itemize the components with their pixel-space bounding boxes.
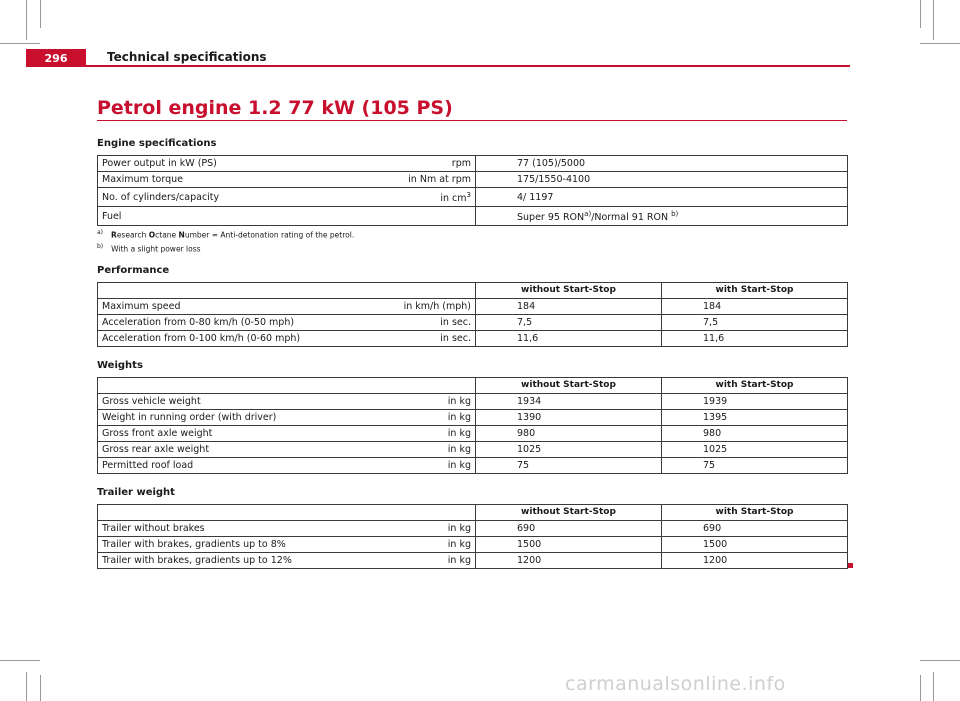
engine-heading: Engine specifications [97, 138, 217, 149]
row-value-with-start-stop: 1939 [662, 394, 848, 410]
row-value-without-start-stop: 75 [476, 458, 662, 474]
table-row [98, 188, 848, 207]
section-end-marker [848, 563, 853, 568]
row-value-without-start-stop: 690 [476, 521, 662, 537]
col-without-start-stop: without Start-Stop [476, 505, 662, 521]
footnote-ref-b: b) [671, 210, 679, 219]
crop-mark [933, 0, 934, 40]
table-row [98, 172, 848, 188]
row-unit: in kg [338, 458, 476, 474]
footnote-bold: R [111, 230, 117, 240]
watermark: carmanualsonline.info [565, 673, 786, 695]
row-unit [338, 188, 476, 207]
col-with-start-stop: with Start-Stop [662, 505, 848, 521]
table-header-row [98, 378, 848, 394]
footnote-text: esearch [116, 230, 149, 240]
footnote-text: ctane [155, 230, 179, 240]
footnote-a [97, 229, 354, 240]
row-label: Fuel [98, 207, 338, 226]
row-value-without-start-stop: 1025 [476, 442, 662, 458]
row-label: Weight in running order (with driver) [98, 410, 338, 426]
footnote-bold: O [148, 230, 156, 240]
table-row [98, 458, 848, 474]
row-label: Acceleration from 0-100 km/h (0-60 mph) [98, 331, 338, 347]
row-value: 175/1550-4100 [476, 172, 848, 188]
table-row [98, 315, 848, 331]
table-header-row [98, 283, 848, 299]
row-value-with-start-stop: 75 [662, 458, 848, 474]
section-title: Petrol engine 1.2 77 kW (105 PS) [97, 97, 453, 119]
col-without-start-stop: without Start-Stop [476, 283, 662, 299]
header-blank [98, 378, 476, 394]
row-unit: in kg [338, 537, 476, 553]
row-unit: in kg [338, 394, 476, 410]
row-value-with-start-stop: 690 [662, 521, 848, 537]
col-with-start-stop: with Start-Stop [662, 283, 848, 299]
section-rule [97, 120, 847, 121]
row-value-without-start-stop: 11,6 [476, 331, 662, 347]
row-value-without-start-stop: 7,5 [476, 315, 662, 331]
row-label: Gross front axle weight [98, 426, 338, 442]
table-row [98, 521, 848, 537]
col-without-start-stop: without Start-Stop [476, 378, 662, 394]
header-blank [98, 505, 476, 521]
row-unit: rpm [338, 156, 476, 172]
row-value-without-start-stop: 1200 [476, 553, 662, 569]
row-label: Trailer without brakes [98, 521, 338, 537]
row-value-with-start-stop: 980 [662, 426, 848, 442]
trailer-heading: Trailer weight [97, 487, 175, 498]
header-rule [86, 65, 850, 67]
crop-mark [933, 672, 934, 701]
table-row [98, 410, 848, 426]
row-value-with-start-stop: 1200 [662, 553, 848, 569]
row-unit [338, 207, 476, 226]
performance-heading: Performance [97, 265, 170, 276]
engine-table [97, 155, 848, 226]
row-label: Trailer with brakes, gradients up to 8% [98, 537, 338, 553]
crop-mark [26, 672, 27, 701]
performance-table [97, 282, 848, 347]
table-row [98, 156, 848, 172]
row-label: Maximum torque [98, 172, 338, 188]
row-label: Gross vehicle weight [98, 394, 338, 410]
crop-mark [0, 660, 40, 661]
footnote-b [97, 243, 201, 254]
crop-mark [920, 0, 921, 28]
row-label: No. of cylinders/capacity [98, 188, 338, 207]
row-value: 4/ 1197 [476, 188, 848, 207]
row-value-with-start-stop: 7,5 [662, 315, 848, 331]
weights-heading: Weights [97, 360, 143, 371]
row-value-with-start-stop: 1395 [662, 410, 848, 426]
row-label: Gross rear axle weight [98, 442, 338, 458]
row-unit: in kg [338, 442, 476, 458]
weights-table [97, 377, 848, 474]
row-value-with-start-stop: 184 [662, 299, 848, 315]
row-value-without-start-stop: 184 [476, 299, 662, 315]
row-value: 77 (105)/5000 [476, 156, 848, 172]
trailer-table [97, 504, 848, 569]
footnote-text: umber = Anti-detonation rating of the petrol. [184, 230, 355, 240]
header-title: Technical specifications [107, 50, 267, 64]
table-row [98, 426, 848, 442]
crop-mark [0, 43, 40, 44]
row-value-without-start-stop: 980 [476, 426, 662, 442]
footnote-bold: N [178, 230, 185, 240]
row-unit: in kg [338, 521, 476, 537]
table-row [98, 331, 848, 347]
table-row [98, 299, 848, 315]
crop-mark [40, 0, 41, 28]
crop-mark [40, 675, 41, 701]
row-unit: in sec. [338, 331, 476, 347]
crop-mark [26, 0, 27, 40]
row-label: Trailer with brakes, gradients up to 12% [98, 553, 338, 569]
footnote-ref-a: a) [584, 210, 592, 219]
row-unit: in km/h (mph) [338, 299, 476, 315]
footnote-mark: a) [97, 229, 104, 236]
crop-mark [920, 660, 960, 661]
row-label: Maximum speed [98, 299, 338, 315]
row-unit: in kg [338, 553, 476, 569]
row-value-with-start-stop: 1025 [662, 442, 848, 458]
row-label: Power output in kW (PS) [98, 156, 338, 172]
page-number: 296 [26, 49, 86, 67]
row-unit: in Nm at rpm [338, 172, 476, 188]
footnote-mark: b) [97, 243, 104, 250]
footnote-text: With a slight power loss [111, 244, 201, 254]
row-label: Permitted roof load [98, 458, 338, 474]
row-unit: in kg [338, 410, 476, 426]
row-value-with-start-stop: 1500 [662, 537, 848, 553]
table-row [98, 394, 848, 410]
crop-mark [920, 675, 921, 701]
table-header-row [98, 505, 848, 521]
row-value [476, 207, 848, 226]
unit-superscript: 3 [466, 191, 471, 199]
table-row [98, 207, 848, 226]
fuel-primary: Super 95 RON [517, 212, 585, 224]
crop-mark [920, 43, 960, 44]
table-row [98, 553, 848, 569]
col-with-start-stop: with Start-Stop [662, 378, 848, 394]
table-row [98, 537, 848, 553]
header-blank [98, 283, 476, 299]
row-value-without-start-stop: 1500 [476, 537, 662, 553]
row-value-without-start-stop: 1390 [476, 410, 662, 426]
row-label: Acceleration from 0-80 km/h (0-50 mph) [98, 315, 338, 331]
fuel-secondary: /Normal 91 RON [591, 212, 672, 224]
row-value-without-start-stop: 1934 [476, 394, 662, 410]
row-unit: in kg [338, 426, 476, 442]
row-value-with-start-stop: 11,6 [662, 331, 848, 347]
unit-text: in cm [440, 193, 467, 205]
table-row [98, 442, 848, 458]
row-unit: in sec. [338, 315, 476, 331]
